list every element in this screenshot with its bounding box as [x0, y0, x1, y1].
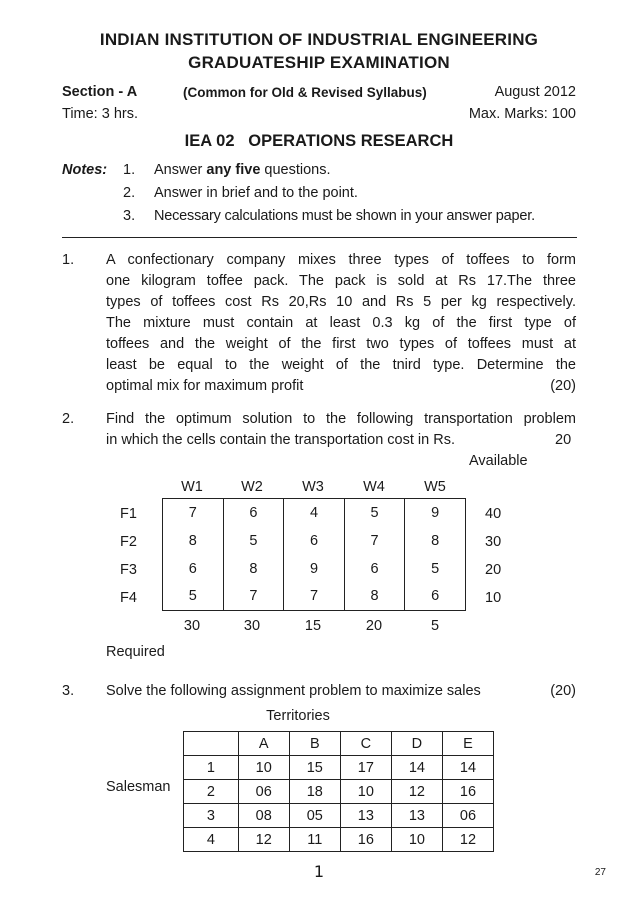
sales-cell: 12 — [238, 828, 289, 852]
available-value: 20 — [485, 562, 502, 578]
question-text-line: The mixture must contain at least 0.3 kg of the first type of — [106, 315, 576, 331]
assignment-table — [183, 731, 494, 852]
cost-cell: 9 — [284, 555, 345, 583]
question-text-line: A confectionary company mixes three types of toffees to form — [106, 252, 576, 268]
territories-label: Territories — [266, 708, 330, 724]
institute-title: INDIAN INSTITUTION OF INDUSTRIAL ENGINEERING — [99, 30, 539, 49]
required-value: 5 — [430, 618, 440, 634]
cost-cell: 5 — [163, 583, 224, 611]
note-item: Necessary calculations must be shown in your answer paper. — [154, 208, 535, 224]
column-header: C — [340, 732, 391, 756]
sales-cell: 17 — [340, 756, 391, 780]
salesman-label: Salesman — [106, 779, 171, 795]
cost-cell: 6 — [405, 583, 466, 611]
sales-cell: 13 — [391, 804, 442, 828]
sales-cell: 16 — [340, 828, 391, 852]
sales-cell: 10 — [340, 780, 391, 804]
question-text-line: least be equal to the weight of the tnird type. Determine the — [106, 357, 576, 373]
cost-cell: 6 — [163, 555, 224, 583]
sheet-number: 27 — [594, 867, 606, 878]
sales-cell: 06 — [238, 780, 289, 804]
row-label: F4 — [120, 590, 137, 606]
exam-title: GRADUATESHIP EXAMINATION — [188, 53, 450, 72]
cost-cell: 4 — [284, 499, 345, 527]
column-header: W2 — [241, 479, 263, 495]
cost-cell: 7 — [163, 499, 224, 527]
cost-cell: 8 — [344, 583, 405, 611]
page-number: 1 — [313, 862, 325, 881]
column-header: W3 — [302, 479, 324, 495]
sales-cell: 12 — [391, 780, 442, 804]
sales-cell: 18 — [289, 780, 340, 804]
note-number: 2. — [123, 185, 136, 201]
sales-cell: 11 — [289, 828, 340, 852]
question-number: 2. — [62, 411, 75, 427]
cost-cell: 8 — [163, 527, 224, 555]
cost-cell: 5 — [223, 527, 284, 555]
cost-cell: 7 — [223, 583, 284, 611]
cost-cell: 6 — [223, 499, 284, 527]
note-item: Answer any five questions. — [154, 162, 331, 178]
sales-cell: 15 — [289, 756, 340, 780]
notes-label: Notes: — [62, 162, 108, 178]
row-label: F3 — [120, 562, 137, 578]
cost-cell: 6 — [344, 555, 405, 583]
column-header: E — [442, 732, 493, 756]
cost-cell: 5 — [344, 499, 405, 527]
required-value: 30 — [183, 618, 201, 634]
cost-cell: 5 — [405, 555, 466, 583]
required-value: 15 — [304, 618, 322, 634]
required-value: 30 — [243, 618, 261, 634]
column-header: B — [289, 732, 340, 756]
cost-cell: 8 — [223, 555, 284, 583]
sales-cell: 12 — [442, 828, 493, 852]
question-text-line: types of toffees cost Rs 20,Rs 10 and Rs 5 per kg respectively. — [106, 294, 576, 310]
column-header: W4 — [363, 479, 385, 495]
question-marks: (20) — [550, 683, 576, 699]
column-header: A — [238, 732, 289, 756]
sales-cell: 10 — [391, 828, 442, 852]
question-marks: (20) — [550, 378, 576, 394]
paper-title: IEA 02 OPERATIONS RESEARCH — [184, 132, 454, 150]
question-text-line: in which the cells contain the transportation cost in Rs. — [106, 432, 455, 448]
available-label: Available — [469, 453, 528, 469]
column-header: W1 — [181, 479, 203, 495]
column-header: W5 — [424, 479, 446, 495]
question-number: 3. — [62, 683, 75, 699]
sales-cell: 16 — [442, 780, 493, 804]
question-marks: 20 — [555, 432, 572, 448]
max-marks: Max. Marks: 100 — [468, 106, 576, 122]
exam-time: Time: 3 hrs. — [62, 106, 139, 122]
divider — [62, 237, 577, 238]
cost-cell: 9 — [405, 499, 466, 527]
note-item: Answer in brief and to the point. — [154, 185, 358, 201]
question-text-line: Find the optimum solution to the following transportation problem — [106, 411, 576, 427]
available-value: 30 — [485, 534, 502, 550]
cost-cell: 7 — [344, 527, 405, 555]
row-label: 1 — [184, 756, 239, 780]
question-text-line: one kilogram toffee pack. The pack is sold at Rs 17.The three — [106, 273, 576, 289]
exam-date: August 2012 — [494, 84, 576, 100]
question-text-line: Solve the following assignment problem to maximize sales — [106, 683, 481, 699]
question-text-line: toffees and the weight of the first two types of toffees must at — [106, 336, 576, 352]
row-label: F1 — [120, 506, 137, 522]
question-text-line: optimal mix for maximum profit — [106, 378, 304, 394]
row-label: F2 — [120, 534, 137, 550]
section-label: Section - A — [62, 84, 138, 100]
sales-cell: 14 — [442, 756, 493, 780]
sales-cell: 06 — [442, 804, 493, 828]
column-header: D — [391, 732, 442, 756]
sales-cell: 14 — [391, 756, 442, 780]
row-label: 3 — [184, 804, 239, 828]
note-number: 3. — [123, 208, 136, 224]
cost-cell: 7 — [284, 583, 345, 611]
cost-cell: 8 — [405, 527, 466, 555]
sales-cell: 10 — [238, 756, 289, 780]
required-value: 20 — [365, 618, 383, 634]
available-value: 40 — [485, 506, 502, 522]
corner-cell — [184, 732, 239, 756]
sales-cell: 08 — [238, 804, 289, 828]
available-value: 10 — [485, 590, 502, 606]
required-label: Required — [106, 644, 165, 660]
syllabus-note: (Common for Old & Revised Syllabus) — [183, 85, 427, 100]
row-label: 4 — [184, 828, 239, 852]
note-number: 1. — [123, 162, 136, 178]
cost-cell: 6 — [284, 527, 345, 555]
row-label: 2 — [184, 780, 239, 804]
sales-cell: 05 — [289, 804, 340, 828]
question-number: 1. — [62, 252, 75, 268]
transportation-table — [162, 498, 466, 611]
sales-cell: 13 — [340, 804, 391, 828]
